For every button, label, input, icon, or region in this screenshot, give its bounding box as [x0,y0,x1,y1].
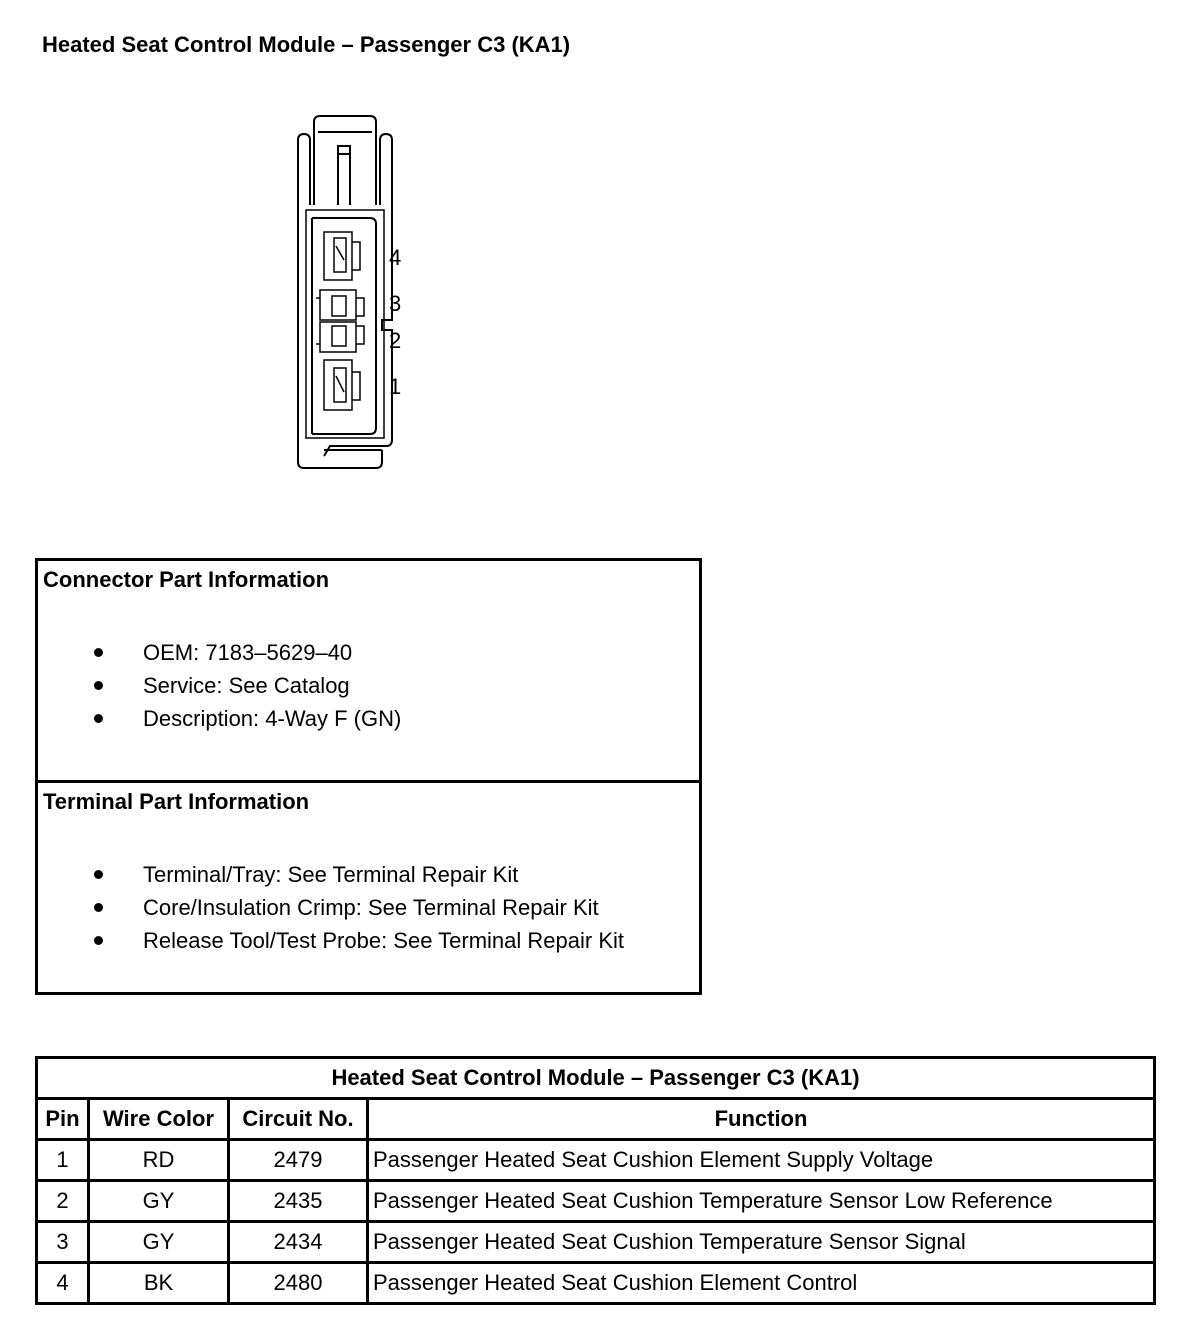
terminal-cavity-1 [324,360,360,410]
column-header-function: Function [368,1099,1155,1140]
function-cell: Passenger Heated Seat Cushion Temperature Sensor Signal [368,1222,1155,1263]
table-row [37,1263,1155,1304]
column-header-circuit-no: Circuit No. [229,1099,368,1140]
wire-color-cell: RD [89,1140,229,1181]
bullet-icon [94,870,103,879]
pin-table [35,1056,1156,1305]
pin-label-2: 2 [389,328,402,353]
pin-cell: 4 [37,1263,89,1304]
circuit-cell: 2435 [229,1181,368,1222]
pin-label-1: 1 [389,374,402,399]
wire-color-cell: GY [89,1222,229,1263]
page-title: Heated Seat Control Module – Passenger C3 (KA1) [42,32,571,57]
circuit-cell: 2434 [229,1222,368,1263]
terminal-info-heading: Terminal Part Information [43,789,310,814]
circuit-cell: 2479 [229,1140,368,1181]
connector-part-information: Connector Part Information OEM: 7183–5629–40 Service: See Catalog Description: 4-Way F (GN) [38,561,699,783]
pin-label-4: 4 [389,245,402,270]
terminal-cavity-4 [324,232,360,280]
column-header-wire-color: Wire Color [89,1099,229,1140]
pin-label-3: 3 [389,291,402,316]
terminal-part-information: Terminal Part Information Terminal/Tray: See Terminal Repair Kit Core/Insulation Crimp: See Terminal Repair Kit Release Tool/Test Probe: See Terminal Repair Kit [43,789,624,953]
bullet-icon [94,903,103,912]
part-information-box [35,558,702,995]
connector-info-heading: Connector Part Information [43,567,330,592]
table-title-row [37,1058,1155,1099]
connector-latch [314,116,376,205]
table-row [37,1181,1155,1222]
pin-cell: 3 [37,1222,89,1263]
function-cell: Passenger Heated Seat Cushion Element Control [368,1263,1155,1304]
terminal-cavity-2 [316,322,364,352]
pin-cell: 2 [37,1181,89,1222]
table-row [37,1140,1155,1181]
function-cell: Passenger Heated Seat Cushion Element Supply Voltage [368,1140,1155,1181]
bullet-icon [94,936,103,945]
pin-cell: 1 [37,1140,89,1181]
table-title: Heated Seat Control Module – Passenger C3 (KA1) [37,1058,1155,1099]
wire-color-cell: BK [89,1263,229,1304]
bullet-icon [94,714,103,723]
wire-color-cell: GY [89,1181,229,1222]
function-cell: Passenger Heated Seat Cushion Temperature Sensor Low Reference [368,1181,1155,1222]
table-row [37,1222,1155,1263]
circuit-cell: 2480 [229,1263,368,1304]
connector-face-diagram [290,110,430,480]
bullet-icon [94,681,103,690]
terminal-cavity-3 [316,290,364,320]
bullet-icon [94,648,103,657]
connector-body [298,134,392,468]
table-header-row [37,1099,1155,1140]
column-header-pin: Pin [37,1099,89,1140]
